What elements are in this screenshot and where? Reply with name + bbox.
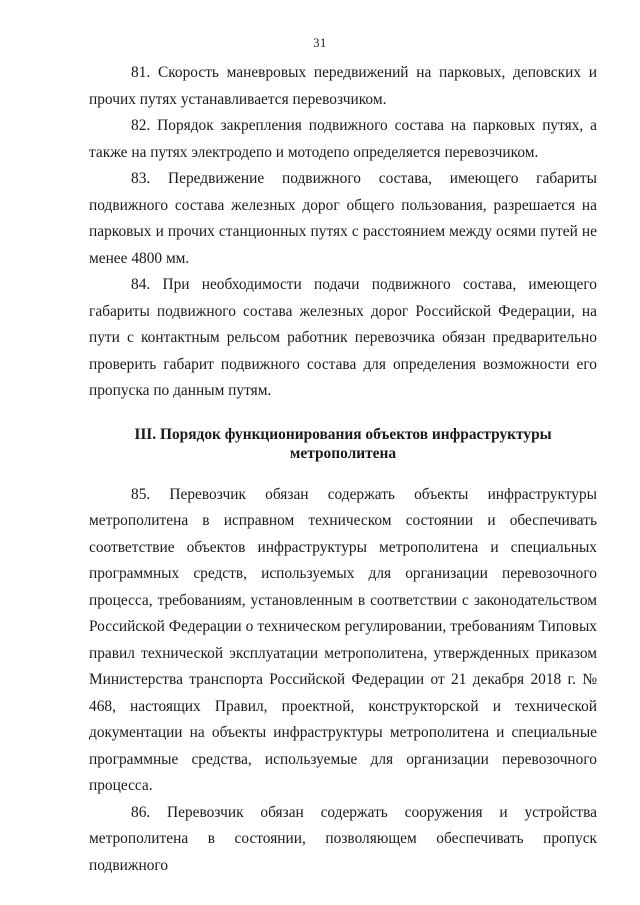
paragraph-85: 85. Перевозчик обязан содержать объекты инфраструктуры метрополитена в исправном техническом состоянии и обеспечивать соответствие объектов инфраструктуры метрополитена и специальных программных средств, используемых для организации перевозочного процесса, требованиям, установленным в соответствии с законодательством Российской Федерации о техническом регулировании, требованиям Типовых правил технической эксплуатации метрополитена, утвержденных приказом Министерства транспорта Российской Федерации от 21 декабря 2018 г. № 468, настоящих Правил, проектной, конструкторской и технической документации на объекты инфраструктуры метрополитена и специальные программные средства, используемые для организации перевозочного процесса.	[89, 485, 597, 794]
paragraph-84: 84. При необходимости подачи подвижного состава, имеющего габариты подвижного состава железных дорог Российской Федерации, на пути с контактным рельсом работник перевозчика обязан предварительно проверить габарит подвижного состава для определения возможности его пропуска по данным путям.	[89, 276, 597, 399]
paragraph-83: 83. Передвижение подвижного состава, имеющего габариты подвижного состава железных дорог общего пользования, разрешается на парковых и прочих станционных путях с расстоянием между осями путей не менее 4800 мм.	[89, 170, 597, 267]
paragraph-86: 86. Перевозчик обязан содержать сооружения и устройства метрополитена в состоянии, позволяющем обеспечивать пропуск подвижного	[89, 803, 597, 874]
paragraph-82: 82. Порядок закрепления подвижного состава на парковых путях, а также на путях электродепо и мотодепо определяется перевозчиком.	[89, 117, 597, 161]
document-body	[89, 60, 597, 879]
paragraph-81: 81. Скорость маневровых передвижений на парковых, деповских и прочих путях устанавливается перевозчиком.	[89, 64, 597, 108]
page-number: 31	[313, 36, 327, 50]
section-heading: III. Порядок функционирования объектов инфраструктуры метрополитена	[134, 425, 552, 462]
